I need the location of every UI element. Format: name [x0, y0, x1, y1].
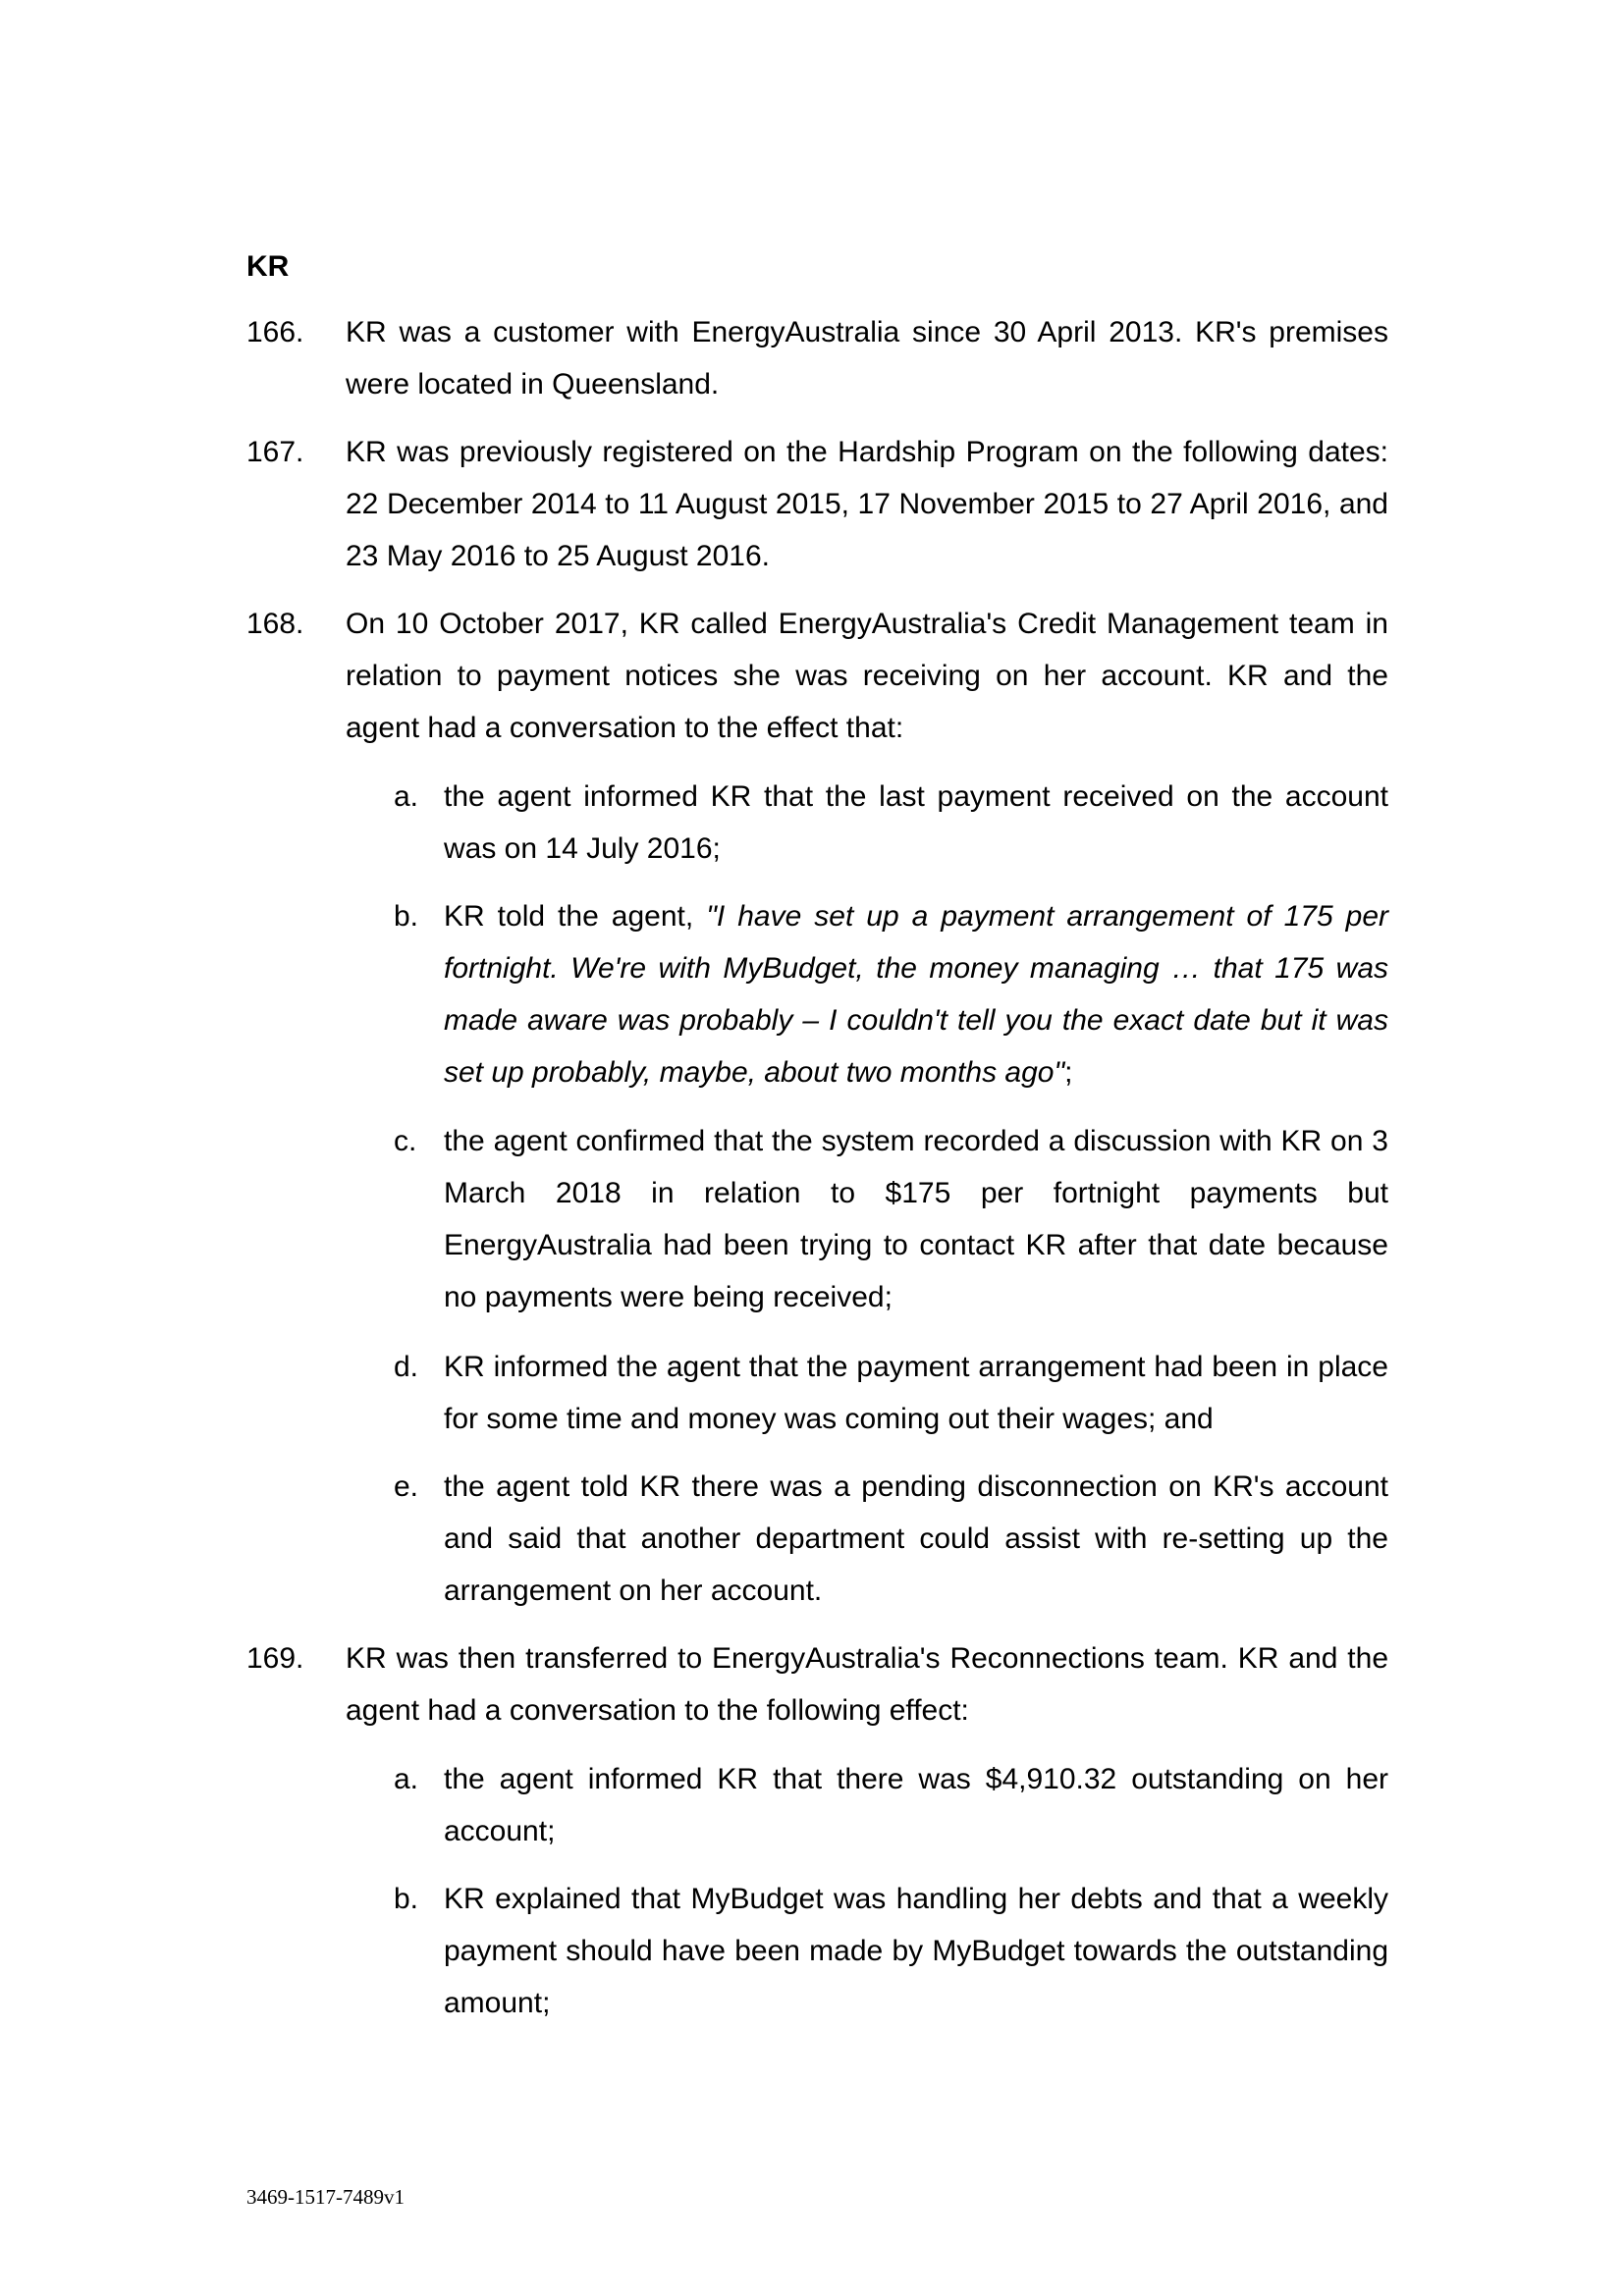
subparagraph-text-lead: KR told the agent, — [444, 900, 707, 933]
subparagraph-letter: b. — [394, 900, 419, 933]
subparagraph-letter: a. — [394, 1763, 419, 1795]
subparagraph-168-d — [394, 1341, 1388, 1445]
subparagraph-letter: e. — [394, 1470, 419, 1503]
paragraph-number: 166. — [246, 316, 304, 348]
subparagraph-letter: a. — [394, 780, 419, 813]
paragraph-167 — [246, 426, 1388, 582]
paragraph-number: 169. — [246, 1642, 304, 1675]
subparagraph-168-b — [394, 890, 1388, 1098]
subparagraph-text: KR explained that MyBudget was handling her debts and that a weekly payment should have been made by MyBudget towards the outstanding amount; — [444, 1883, 1388, 2019]
subparagraph-letter: d. — [394, 1351, 419, 1383]
subparagraph-text-tail: ; — [1064, 1056, 1073, 1089]
paragraph-number: 168. — [246, 608, 304, 640]
subparagraph-letter: b. — [394, 1883, 419, 1915]
subparagraph-letter: c. — [394, 1125, 417, 1157]
paragraph-169 — [246, 1632, 1388, 1736]
subparagraph-169-a — [394, 1753, 1388, 1857]
paragraph-text: KR was previously registered on the Hardship Program on the following dates: 22 December 2014 to 11 August 2015, 17 November 2015 to 27 April 2016, and 23 May 2016 to 25 August 2016. — [346, 436, 1388, 572]
subparagraph-text: the agent confirmed that the system recorded a discussion with KR on 3 March 2018 in relation to $175 per fortnight payments but EnergyAustralia had been trying to contact KR after that date because no payments were being received; — [444, 1125, 1388, 1313]
document-reference-footer: 3469-1517-7489v1 — [246, 2185, 405, 2209]
subparagraph-168-e — [394, 1461, 1388, 1617]
section-heading: KR — [246, 250, 290, 283]
paragraph-168 — [246, 598, 1388, 754]
subparagraph-text — [444, 890, 1388, 1098]
paragraph-text: KR was a customer with EnergyAustralia since 30 April 2013. KR's premises were located in Queensland. — [346, 316, 1388, 400]
subparagraph-168-a — [394, 771, 1388, 875]
paragraph-166 — [246, 306, 1388, 410]
quoted-statement: "I have set up a payment arrangement of 175 per fortnight. We're with MyBudget, the money managing … that 175 was made aware was probably – I couldn't tell you the exact date but it was set up probably, maybe, about two months ago" — [444, 900, 1388, 1089]
subparagraph-169-b — [394, 1873, 1388, 2029]
paragraph-text: On 10 October 2017, KR called EnergyAustralia's Credit Management team in relation to payment notices she was receiving on her account. KR and the agent had a conversation to the effect that: — [346, 608, 1388, 744]
paragraph-text: KR was then transferred to EnergyAustralia's Reconnections team. KR and the agent had a conversation to the following effect: — [346, 1642, 1388, 1727]
subparagraph-text: the agent informed KR that the last payment received on the account was on 14 July 2016; — [444, 780, 1388, 865]
subparagraph-text: the agent told KR there was a pending disconnection on KR's account and said that another department could assist with re-setting up the arrangement on her account. — [444, 1470, 1388, 1607]
subparagraph-text: KR informed the agent that the payment arrangement had been in place for some time and money was coming out their wages; and — [444, 1351, 1388, 1435]
subparagraph-168-c — [394, 1115, 1388, 1323]
subparagraph-text: the agent informed KR that there was $4,910.32 outstanding on her account; — [444, 1763, 1388, 1847]
paragraph-number: 167. — [246, 436, 304, 468]
